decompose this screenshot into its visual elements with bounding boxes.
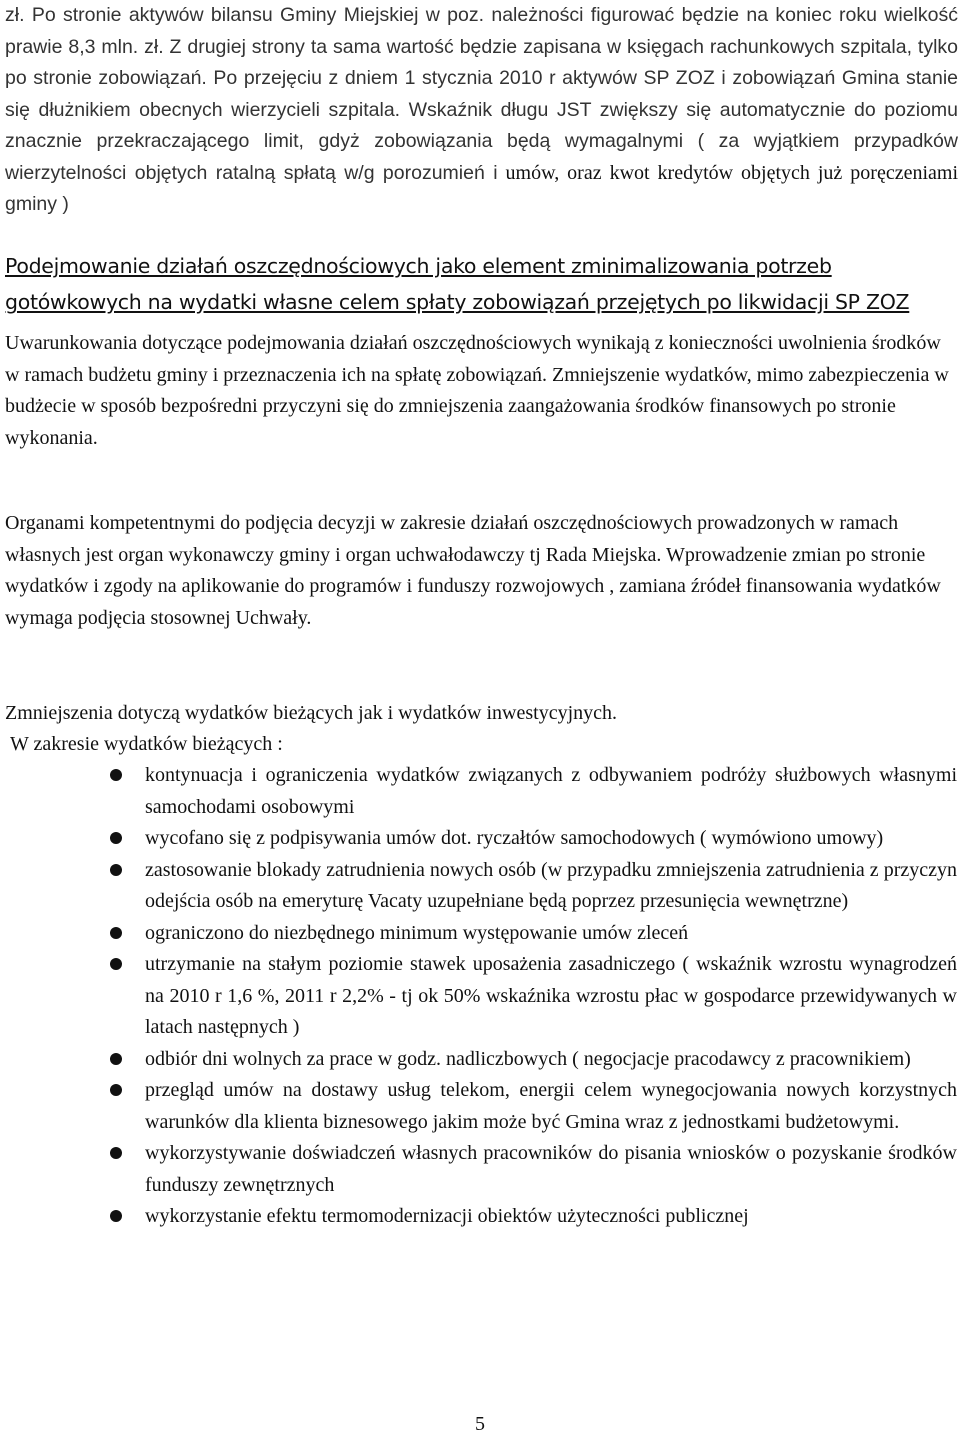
list-item — [95, 918, 957, 950]
bullet-icon — [110, 864, 122, 876]
list-item-text: przegląd umów na dostawy usług telekom, energii celem wynegocjowania nowych korzystnych warunków dla klienta biznesowego jakim może być Gmina wraz z jednostkami budżetowymi. — [145, 1079, 957, 1133]
paragraph-zakres: W zakresie wydatków bieżących : — [10, 733, 283, 755]
list-item — [95, 949, 957, 1044]
list-item — [95, 760, 957, 823]
section-heading: Podejmowanie działań oszczędnościowych jako element zminimalizowania potrzeb gotówkowych na wydatki własne celem spłaty zobowiązań przejętych po likwidacji SP ZOZ — [5, 254, 910, 314]
bullet-icon — [110, 832, 122, 844]
list-item-text: utrzymanie na stałym poziomie stawek uposażenia zasadniczego ( wskaźnik wzrostu wynagrodzeń na 2010 r 1,6 %, 2011 r 2,2% - tj ok 50% wskaźnika wzrostu płac w gospodarce przewidywanych w latach następnych ) — [145, 953, 957, 1038]
list-item-text: wycofano się z podpisywania umów dot. ryczałtów samochodowych ( wymówiono umowy) — [145, 827, 884, 849]
list-item — [95, 1075, 957, 1138]
bullet-icon — [110, 1210, 122, 1222]
paragraph-organy: Organami kompetentnymi do podjęcia decyzji w zakresie działań oszczędnościowych prowadzonych w ramach własnych jest organ wykonawczy gminy i organ uchwałodawczy tj Rada Miejska. Wprowadzenie zmian po stronie wydatków i zgody na aplikowanie do programów i funduszy rozwojowych , zamiana źródeł finansowania wydatków wymaga podjęcia stosownej Uchwały. — [5, 512, 941, 629]
list-item — [95, 855, 957, 918]
list-item-text: kontynuacja i ograniczenia wydatków związanych z odbywaniem podróży służbowych własnymi samochodami osobowymi — [145, 764, 957, 818]
list-item-text: odbiór dni wolnych za prace w godz. nadliczbowych ( negocjacje pracodawcy z pracownikiem) — [145, 1047, 911, 1070]
bullet-icon — [110, 958, 122, 970]
bullet-icon — [110, 1147, 122, 1159]
list-item-text: ograniczono do niezbędnego minimum występowanie umów zleceń — [145, 921, 689, 944]
list-item — [95, 1044, 957, 1076]
intro-paragraph — [5, 0, 958, 221]
intro-tail-text: gminy ) — [5, 193, 69, 215]
page-number: 5 — [475, 1413, 485, 1435]
intro-text: zł. Po stronie aktywów bilansu Gminy Miejskiej w poz. należności figurować będzie na koniec roku wielkość prawie 8,3 mln. zł. Z drugiej strony ta sama wartość będzie zapisana w księgach rachunkowych szpitala, tylko po stronie zobowiązań. Po przejęciu z dniem 1 stycznia 2010 r aktywów SP ZOZ i zobowiązań Gmina stanie się dłużnikiem obecnych wierzycieli szpitala. Wskaźnik długu JST zwiększy się automatycznie do poziomu znacznie przekraczającego limit, gdyż zobowiązania będą wymagalnymi ( za wyjątkiem przypadków wierzytelności objętych ratalną spłatą w/g porozumień i — [5, 4, 958, 184]
bullet-icon — [110, 1053, 122, 1065]
list-item-text: wykorzystywanie doświadczeń własnych pracowników do pisania wniosków o pozyskanie środków funduszy zewnętrznych — [145, 1142, 957, 1196]
savings-list — [95, 760, 957, 1233]
bullet-icon — [110, 1084, 122, 1096]
list-item — [95, 1138, 957, 1201]
list-item — [95, 1201, 957, 1233]
bullet-icon — [110, 927, 122, 939]
list-item-text: wykorzystanie efektu termomodernizacji obiektów użyteczności publicznej — [145, 1205, 749, 1227]
list-item-text: zastosowanie blokady zatrudnienia nowych osób (w przypadku zmniejszenia zatrudnienia z przyczyn odejścia osób na emeryturę Vacaty uzupełniane będą poprzez przesunięcia wewnętrzne) — [145, 858, 957, 912]
intro-serif-text: umów, oraz kwot kredytów objętych już poręczeniami — [497, 161, 958, 184]
bullet-icon — [110, 769, 122, 781]
paragraph-zmniejszenia: Zmniejszenia dotyczą wydatków bieżących jak i wydatków inwestycyjnych. — [5, 702, 618, 724]
paragraph-uwarunkowania: Uwarunkowania dotyczące podejmowania działań oszczędnościowych wynikają z konieczności uwolnienia środków w ramach budżetu gminy i przeznaczenia ich na spłatę zobowiązań. Zmniejszenie wydatków, mimo zabezpieczenia w budżecie w sposób bezpośredni przyczyni się do zmniejszenia zaangażowania środków finansowych po stronie wykonania. — [5, 332, 949, 449]
list-item — [95, 823, 957, 855]
